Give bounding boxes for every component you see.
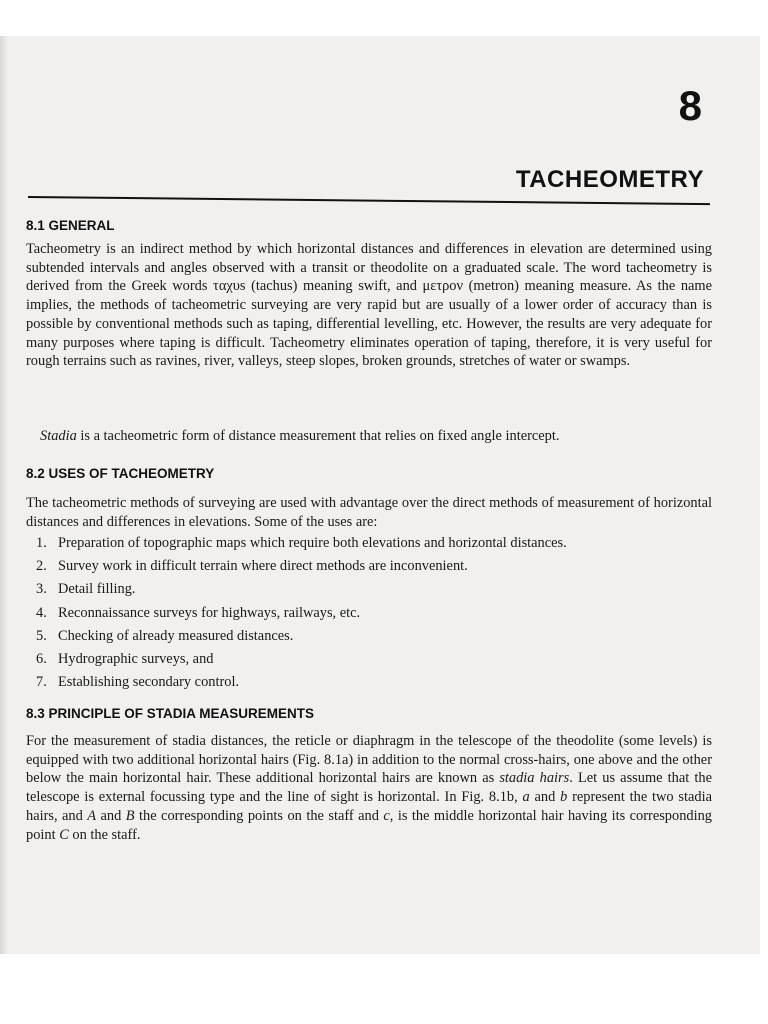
general-paragraph: Tacheometry is an indirect method by which horizontal distances and differences in elevation are determined using subtended intervals and angles observed with a transit or theodolite on a graduated scale. The word tacheometry is derived from the Greek words ταχυs (tachus) meaning swift, and μετρον (metron) meaning measure. As the name implies, the methods of tacheometric surveying are very rapid but are usually of a lower order of accuracy than is possible by conventional methods such as taping, differential levelling, etc. However, the results are very adequate for many purposes where taping is difficult. Tacheometry eliminates operation of taping, therefore, it is very useful for rough terrains such as ravines, river, valleys, steep slopes, broken grounds, stretches of water or swamps. [26,241,712,370]
list-item: 2. Survey work in difficult terrain where direct methods are inconvenient. [36,558,468,575]
stadia-term: Stadia [40,428,77,444]
list-item: 1. Preparation of topographic maps which require both elevations and horizontal distances. [36,535,567,551]
section-heading-uses: 8.2 USES OF TACHEOMETRY [26,466,215,481]
stadia-paragraph [26,427,712,446]
page-edge-shadow [0,36,8,954]
list-item: 3. Detail filling. [36,581,136,598]
list-item: 5. Checking of already measured distances. [36,627,294,644]
uses-intro: The tacheometric methods of surveying are used with advantage over the direct methods of measurement of horizontal distances and differences in elevations. Some of the uses are: [26,495,712,530]
stadia-sentence: is a tacheometric form of distance measurement that relies on fixed angle intercept. [76,428,560,444]
list-item: 6. Hydrographic surveys, and [36,651,214,668]
section-heading-principle: 8.3 PRINCIPLE OF STADIA MEASUREMENTS [26,706,315,721]
list-item: 4. Reconnaissance surveys for highways, railways, etc. [36,604,361,621]
uses-list [36,532,716,694]
stadia-hairs-term: stadia hairs [499,770,570,787]
chapter-number: 8 [678,82,702,129]
chapter-title: TACHEOMETRY [515,166,704,193]
list-item: 7. Establishing secondary control. [36,674,240,691]
principle-paragraph: For the measurement of stadia distances, the reticle or diaphragm in the telescope of the theodolite (some levels) is equipped with two additional horizontal hairs (Fig. 8.1a) in addition to the normal cross-hairs, one above and the other below the main horizontal hair. These additional horizontal hairs are known as stadia hairs. Let us assume that the telescope is external focussing type and the line of sight is horizontal. In Fig. 8.1b, a and b represent the two stadia hairs, and A and B the corresponding points on the staff and c, is the middle horizontal hair having its corresponding point C on the staff. [26,733,713,843]
section-heading-general: 8.1 GENERAL [26,218,115,233]
